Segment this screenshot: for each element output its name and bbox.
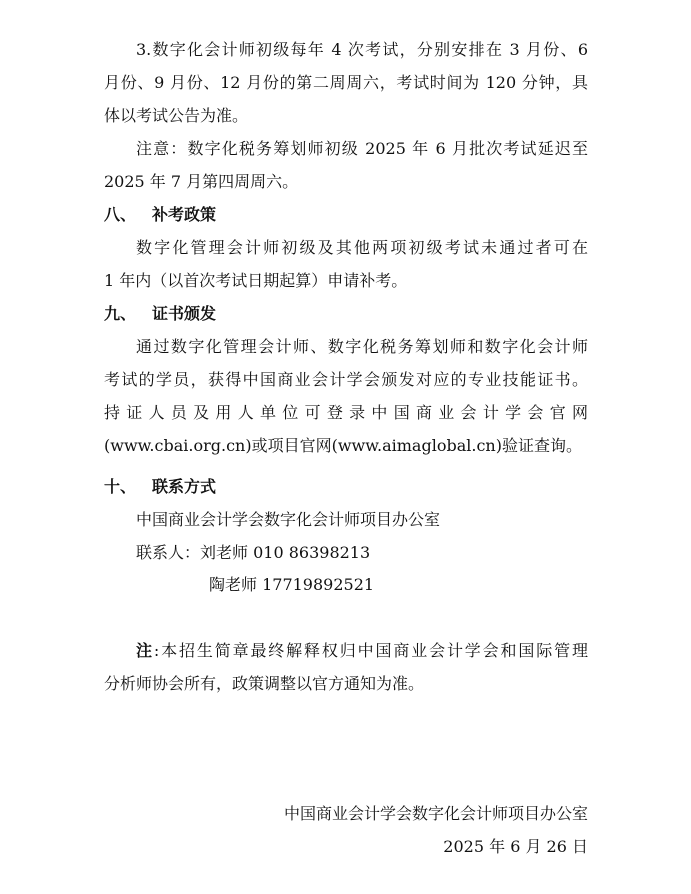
signature-date: 2025 年 6 月 26 日: [443, 837, 588, 856]
section-ten-title: 联系方式: [152, 477, 217, 496]
certificate-line-4: (www.cbai.org.cn)或项目官网(www.aimaglobal.cn)验证查询。: [104, 436, 582, 455]
footnote-line-2: 分析师协会所有，政策调整以官方通知为准。: [104, 674, 425, 693]
section-eight-title: 补考政策: [152, 205, 217, 224]
certificate-line-2: 考试的学员，获得中国商业会计学会颁发对应的专业技能证书。: [104, 370, 588, 389]
footnote-text: :本招生简章最终解释权归中国商业会计学会和国际管理: [153, 641, 588, 660]
footnote-label: 注: [136, 641, 154, 660]
section-ten-number: 十、: [104, 477, 137, 496]
retake-policy-line-2: 1 年内（以首次考试日期起算）申请补考。: [104, 271, 408, 290]
exam-schedule-line-3: 体以考试公告为准。: [104, 106, 249, 125]
retake-policy-line-1: 数字化管理会计师初级及其他两项初级考试未通过者可在: [136, 238, 588, 257]
certificate-line-3: 持证人员及用人单位可登录中国商业会计学会官网: [104, 403, 588, 422]
section-eight-number: 八、: [104, 205, 137, 224]
contact-office: 中国商业会计学会数字化会计师项目办公室: [136, 510, 441, 529]
section-nine-number: 九、: [104, 304, 137, 323]
certificate-line-1: 通过数字化管理会计师、数字化税务筹划师和数字化会计师: [136, 337, 588, 356]
section-eight-heading: [104, 205, 588, 225]
exam-schedule-line-2: 月份、9 月份、12 月份的第二周周六，考试时间为 120 分钟，具: [104, 73, 588, 92]
exam-schedule-line-1: 3.数字化会计师初级每年 4 次考试，分别安排在 3 月份、6: [136, 40, 588, 59]
signature-org: 中国商业会计学会数字化会计师项目办公室: [283, 804, 588, 823]
contact-person-2: 陶老师 17719892521: [209, 575, 375, 594]
section-nine-title: 证书颁发: [152, 304, 217, 323]
section-nine-heading: [104, 304, 588, 324]
section-ten-heading: [104, 477, 588, 497]
contact-person-1: 刘老师 010 86398213: [200, 543, 371, 562]
contact-person-1-row: [136, 543, 588, 563]
exam-delay-note-line-1: 注意：数字化税务筹划师初级 2025 年 6 月批次考试延迟至: [136, 139, 588, 158]
footnote-line-1: [104, 641, 588, 661]
exam-delay-note-line-2: 2025 年 7 月第四周周六。: [104, 172, 299, 191]
contact-label: 联系人：: [136, 543, 201, 562]
